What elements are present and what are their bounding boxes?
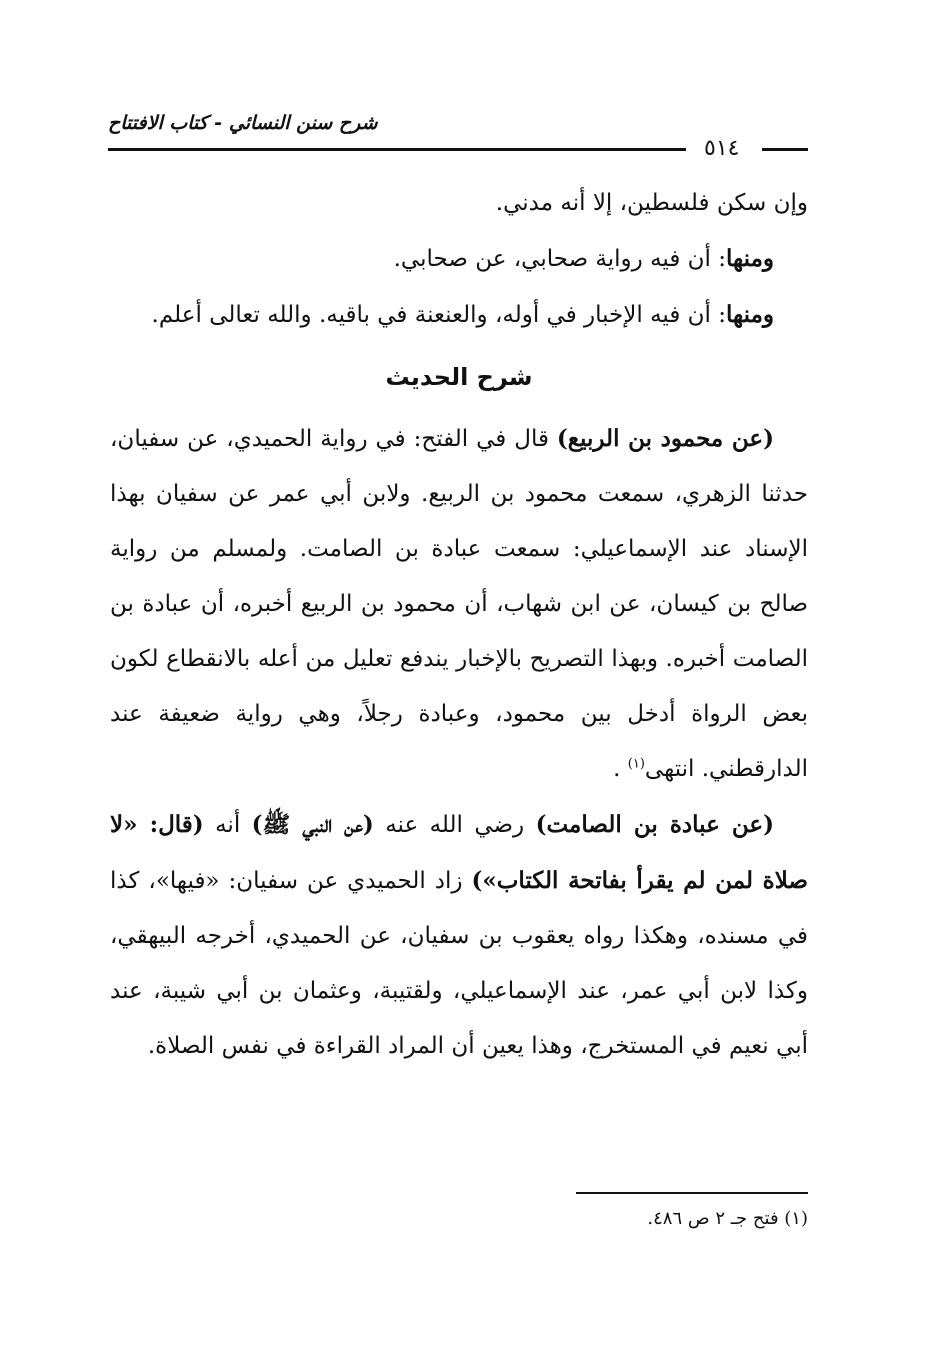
running-header [108,112,808,162]
paragraph-minha-2 [110,287,808,343]
hadith-phrase: (عن عبادة بن الصامت) [535,811,775,838]
paragraph-text: قال في الفتح: في رواية الحميدي، عن سفيان، حدثنا الزهري، سمعت محمود بن الربيع. ولابن أبي عمر عن سفيان بهذا الإسناد عند الإسماعيلي: سمعت عبادة بن الصامت. ولمسلم من رواية صالح بن كيسان، عن ابن شهاب، أن محمود بن الربيع أخبره، أن عبادة بن الصامت أخبره. وبهذا التصريح بالإخبار يندفع تعليل من أعله بالانقطاع لكون بعض الرواة أدخل بين محمود، وعبادة رجلاً، وهي رواية ضعيفة عند الدارقطني. انتهى [110,426,808,782]
header-title: شرح سنن النسائي - كتاب الافتتاح [108,112,378,134]
paragraph-text: زاد الحميدي عن سفيان: «فيها»، كذا في مسنده، وهكذا رواه يعقوب بن سفيان، عن الحميدي، أخرجه البيهقي، وكذا لابن أبي عمر، عند الإسماعيلي، ولقتيبة، وعثمان بن أبي شيبة، عند أبي نعيم في المستخرج، وهذا يعين أن المراد القراءة في نفس الصلاة. [110,868,808,1059]
paragraph-minha-1 [110,231,808,287]
footnote-rule [576,1192,808,1194]
paragraph-continuation [110,176,808,231]
footnote: (١) فتح جـ ٢ ص ٤٨٦. [647,1208,808,1229]
page-number-rule [762,148,808,151]
paragraph-lead: ومنها [726,245,774,272]
paragraph-end: . [613,756,628,782]
paragraph-text: رضي الله عنه [373,812,536,838]
page-number: ٥١٤ [704,136,740,161]
paragraph-text: : أن فيه رواية صحابي، عن صحابي. [393,246,727,272]
header-rule [108,148,686,151]
hadith-phrase: (قال: «لا صلاة لمن لم يقرأ بفاتحة الكتاب») [110,811,808,894]
body-text [110,176,808,1074]
paragraph-text: وإن سكن فلسطين، إلا أنه مدني. [495,190,808,216]
footnote-reference: (١) [627,756,645,772]
paragraph-lead: ومنها [726,301,774,328]
paragraph-text: أنه [203,812,252,838]
section-heading: شرح الحديث [385,363,533,391]
paragraph-mahmud [110,411,808,797]
paragraph-ubada [110,797,808,1074]
hadith-phrase: (عن محمود بن الربيع) [556,425,774,452]
hadith-phrase: (عن النبي ﷺ) [251,811,374,838]
paragraph-text: : أن فيه الإخبار في أوله، والعنعنة في باقيه. والله تعالى أعلم. [151,302,727,328]
